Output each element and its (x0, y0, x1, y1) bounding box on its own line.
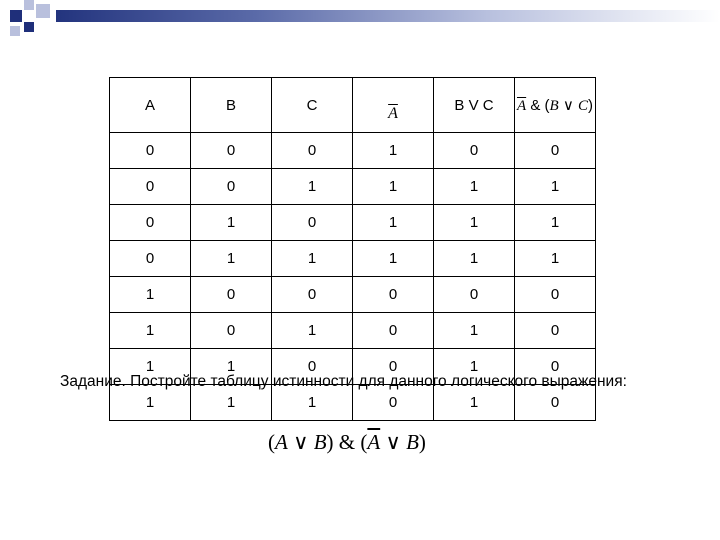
cell: 1 (434, 313, 515, 349)
cell: 1 (353, 133, 434, 169)
cell: 1 (515, 169, 596, 205)
cell: 1 (110, 349, 191, 385)
cell: 1 (272, 241, 353, 277)
deco-square-light (36, 4, 50, 18)
cell: 1 (434, 169, 515, 205)
cell: 0 (272, 277, 353, 313)
cell: 1 (191, 205, 272, 241)
formula-or: ∨ (287, 430, 314, 454)
task-text: Задание. Постройте таблицу истинности для данного логического выражения: (60, 373, 627, 390)
deco-square-light (10, 26, 20, 36)
table-row (110, 133, 596, 169)
cell: 1 (272, 385, 353, 421)
cell: 0 (272, 205, 353, 241)
cell: 1 (434, 205, 515, 241)
cell: 1 (515, 241, 596, 277)
table-row (110, 313, 596, 349)
cell: 1 (353, 169, 434, 205)
cell: 1 (434, 349, 515, 385)
cell: 0 (272, 133, 353, 169)
expr-or: ∨ (558, 96, 578, 114)
header-not-a-text: $\overline{A}$ (388, 105, 398, 122)
cell: 0 (110, 241, 191, 277)
expr-close: ) (588, 96, 594, 114)
cell: 0 (515, 133, 596, 169)
cell: 0 (353, 349, 434, 385)
expr-c: C (578, 97, 589, 114)
expr-and: & ( (526, 96, 550, 114)
cell: 0 (272, 349, 353, 385)
cell: 1 (272, 313, 353, 349)
cell: 0 (434, 277, 515, 313)
formula-var-b: B (406, 430, 419, 454)
cell: 0 (515, 313, 596, 349)
cell: 0 (110, 169, 191, 205)
cell: 0 (515, 349, 596, 385)
formula-var-a: A (275, 430, 288, 454)
cell: 0 (191, 169, 272, 205)
cell: 0 (515, 385, 596, 421)
truth-table (109, 77, 596, 421)
deco-square-dark (24, 22, 34, 32)
header-expression (515, 78, 596, 133)
expr-b: B (549, 97, 559, 114)
cell: 1 (515, 205, 596, 241)
cell: 1 (353, 241, 434, 277)
formula-and: ) & ( (326, 430, 368, 454)
formula-paren-open: ( (268, 430, 275, 454)
table-row (110, 169, 596, 205)
table-row (110, 205, 596, 241)
deco-square-dark (10, 10, 22, 22)
formula-or: ∨ (380, 430, 407, 454)
cell: 0 (110, 205, 191, 241)
cell: 0 (191, 277, 272, 313)
header-b-or-c: B V C (434, 78, 515, 133)
cell: 0 (353, 385, 434, 421)
cell: 1 (272, 169, 353, 205)
cell: 1 (191, 349, 272, 385)
table-row (110, 277, 596, 313)
cell: 1 (434, 385, 515, 421)
cell: 0 (191, 313, 272, 349)
cell: 1 (110, 277, 191, 313)
header-c: C (272, 78, 353, 133)
header-not-a (353, 78, 434, 133)
formula-not-a: $\overline{A}$ (367, 430, 381, 454)
deco-square-light (24, 0, 34, 10)
cell: 1 (434, 241, 515, 277)
header-a: A (110, 78, 191, 133)
header-b: B (191, 78, 272, 133)
formula-var-b: B (313, 430, 327, 454)
cell: 1 (110, 313, 191, 349)
table-row (110, 241, 596, 277)
expr-not-a: $\overline{A}$ (516, 97, 527, 114)
cell: 0 (353, 277, 434, 313)
cell: 1 (191, 385, 272, 421)
cell: 0 (353, 313, 434, 349)
cell: 1 (110, 385, 191, 421)
cell: 0 (434, 133, 515, 169)
deco-gradient-bar (56, 10, 720, 22)
cell: 0 (191, 133, 272, 169)
formula-paren-close: ) (418, 430, 426, 454)
cell: 0 (515, 277, 596, 313)
cell: 1 (191, 241, 272, 277)
table-header-row (110, 78, 596, 133)
cell: 1 (353, 205, 434, 241)
formula (268, 430, 426, 455)
cell: 0 (110, 133, 191, 169)
